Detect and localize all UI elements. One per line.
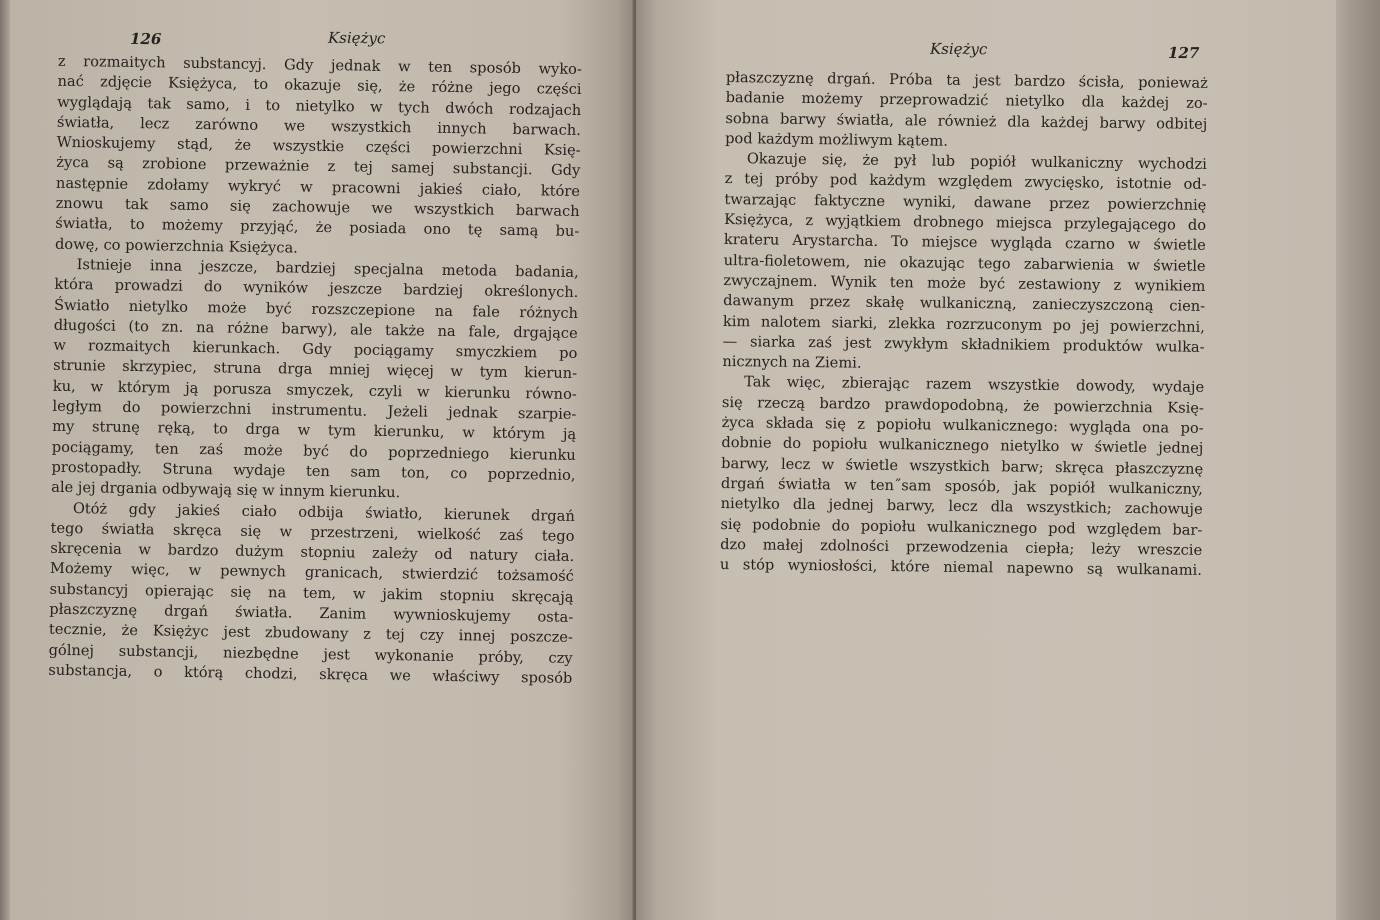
- text-line: my strunę ręką, to drga w tym kierunku, w którym ją: [52, 418, 577, 444]
- text-line: która prowadzi do wyników jeszcze bardziej określonych.: [54, 276, 579, 302]
- text-line: pod każdym możliwym kątem.: [725, 129, 949, 150]
- left-page-body: [48, 52, 582, 689]
- text-line: sobna barwy światła, ale również dla każdej barwy odbitej: [725, 109, 1208, 133]
- text-line: substancyj opierając się na tem, w jakim stopniu skręcają: [49, 580, 574, 606]
- text-line: Wnioskujemy stąd, że wszystkie części powierzchni Księ-: [56, 133, 581, 160]
- text-line: długości (to zn. na różne barwy), ale także na fale, drgające: [53, 316, 578, 342]
- left-page-number: 126: [129, 29, 162, 49]
- text-line: znowu tak samo się zachowuje we wszystkich barwach: [55, 194, 580, 221]
- text-line: ultra-fioletowem, nie okazując tego zabarwienia w świetle: [723, 251, 1206, 275]
- text-line: wyglądają tak samo, i to nietylko w tych dwóch rodzajach: [57, 93, 582, 119]
- right-page-number: 127: [1167, 43, 1200, 63]
- page-edges: [1336, 0, 1380, 920]
- text-line: — siarka zaś jest zwykłym składnikiem produktów wulka-: [722, 332, 1205, 356]
- text-line: Okazuje się, że pył lub popiół wulkaniczny wychodzi: [746, 150, 1207, 174]
- text-line: nać zdjęcie Księżyca, to okazuje się, że różne jego części: [57, 73, 582, 99]
- text-line: kim nalotem siarki, zlekka rozrzuconym po jej powierzchni,: [722, 312, 1205, 336]
- text-line: Światło nietylko może być rozszczepione na fale różnych: [53, 296, 579, 322]
- text-line: się podobnie do popiołu wulkanicznego pod względem bar-: [720, 515, 1203, 539]
- text-line: badanie możemy przeprowadzić nietylko dla każdej zo-: [725, 89, 1208, 113]
- text-line: następnie zdołamy wykryć w pracowni jakieś ciało, które: [55, 174, 581, 200]
- text-line: życa są zrobione przeważnie z tej samej substancji. Gdy: [56, 154, 581, 180]
- text-line: tego światła skręca się w przestrzeni, wielkość zaś tego: [50, 519, 575, 545]
- text-line: drgań światła w ten˝sam sposób, jak popiół wulkaniczny,: [720, 474, 1203, 498]
- text-line: dowę, co powierzchnia Księżyca.: [54, 235, 298, 257]
- right-page: [636, 0, 1336, 920]
- text-line: ku, w którym ją porusza smyczek, czyli w kierunku równo-: [52, 377, 577, 403]
- text-line: Możemy więc, w pewnych granicach, stwierdzić tożsamość: [49, 560, 575, 586]
- text-line: strunie skrzypiec, struna drga mniej więcej w tym kierun-: [52, 357, 578, 383]
- text-line: Tak więc, zbierając razem wszystkie dowody, wydaje: [744, 373, 1205, 397]
- left-running-head: Księżyc: [327, 28, 386, 48]
- text-line: w rozmaitych kierunkach. Gdy pociągamy smyczkiem po: [53, 336, 578, 363]
- text-line: barwy, lecz w świetle wszystkich barw; skręca płaszczyznę: [721, 454, 1204, 478]
- text-line: nicznych na Ziemi.: [722, 353, 862, 372]
- text-line: zwyczajnem. Wynik ten może być zestawiony z wynikiem: [723, 271, 1206, 295]
- text-line: Księżyca, z wyjątkiem drobnego miejsca przylegającego do: [724, 211, 1207, 234]
- text-line: pociągamy, ten zaś może być do poprzedniego kierunku: [51, 438, 576, 464]
- text-line: tecznie, że Księżyc jest zbudowany z tej czy innej poszcze-: [48, 621, 574, 647]
- text-line: twarzając faktyczne wyniki, dawane przez powierzchnię: [724, 190, 1207, 214]
- text-line: ległym do powierzchni instrumentu. Jeżeli jednak szarpie-: [52, 397, 577, 424]
- text-line: ale jej drgania odbywają się w innym kierunku.: [51, 478, 401, 502]
- text-line: gólnej substancji, niezbędne jest wykonanie próby, czy: [48, 641, 573, 667]
- text-line: nietylko dla jednej barwy, lecz dla wszystkich; zachowuje: [720, 495, 1203, 519]
- text-line: płaszczyznę drgań światła. Zanim wywnioskujemy osta-: [49, 600, 574, 626]
- text-line: z rozmaitych substancyj. Gdy jednak w ten sposób wyko-: [57, 52, 582, 78]
- text-line: dawanym przez skałę wulkaniczną, zanieczyszczoną cien-: [723, 292, 1206, 316]
- text-line: światła, lecz zarówno we wszystkich innych barwach.: [56, 113, 582, 139]
- text-line: życa składa się z popiołu wulkanicznego: wygląda ona po-: [721, 414, 1204, 437]
- right-page-body: [720, 68, 1208, 581]
- text-line: Otóż gdy jakieś ciało odbija światło, kierunek drgań: [72, 499, 575, 525]
- text-line: się rzeczą bardzo prawdopodobną, że powierzchnia Księ-: [721, 393, 1204, 417]
- text-line: z tej próby pod każdym względem zwycięsko, istotnie od-: [724, 170, 1207, 194]
- text-line: dobnie do popiołu wulkanicznego nietylko w świetle jednej: [721, 434, 1204, 458]
- text-line: Istnieje inna jeszcze, bardziej specjalna metoda badania,: [76, 256, 579, 281]
- text-line: światła, to możemy przyjąć, że posiada ono tę samą bu-: [55, 215, 580, 241]
- text-line: skręcenia w bardzo dużym stopniu zależy od natury ciała.: [50, 539, 575, 566]
- text-line: dzo małej zdolności przewodzenia ciepła; leży wreszcie: [720, 535, 1203, 559]
- left-page: [10, 0, 636, 920]
- text-line: u stóp wyniosłości, które niemal napewno są wulkanami.: [719, 556, 1203, 579]
- text-line: płaszczyznę drgań. Próba ta jest bardzo ścisła, ponieważ: [725, 68, 1208, 92]
- text-line: krateru Arystarcha. To miejsce wygląda czarno w świetle: [723, 231, 1206, 255]
- text-line: prostopadły. Struna wydaje ten sam ton, co poprzednio,: [51, 458, 576, 484]
- right-running-head: Księżyc: [929, 39, 988, 59]
- text-line: substancja, o którą chodzi, skręca we właściwy sposób: [48, 661, 573, 687]
